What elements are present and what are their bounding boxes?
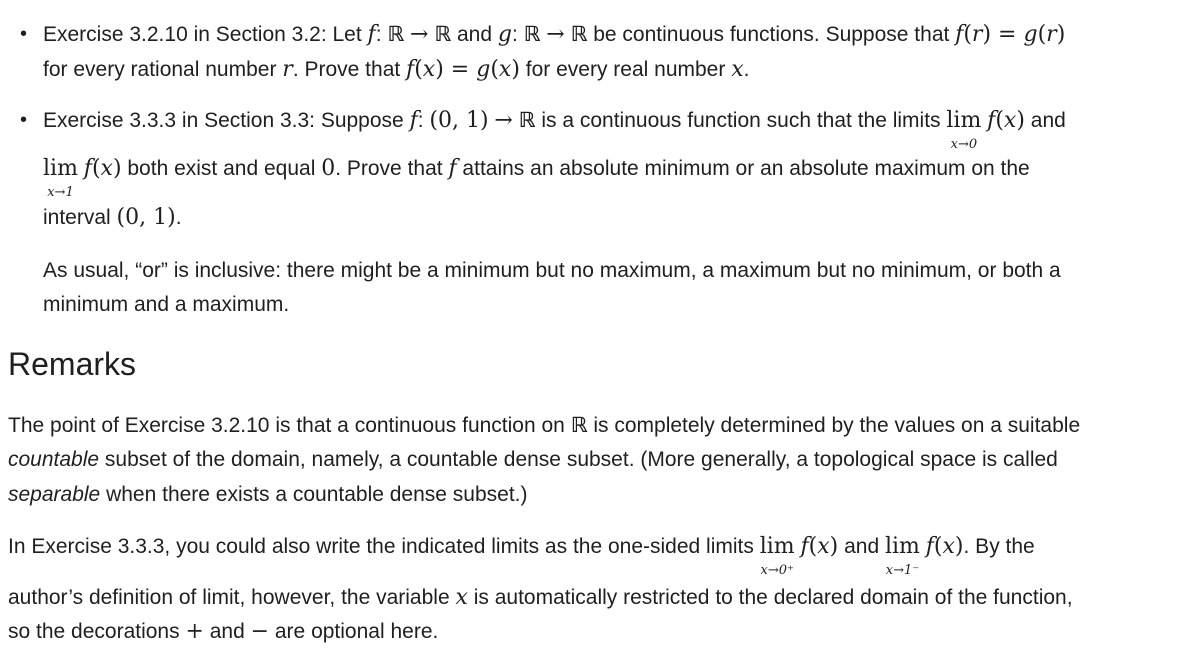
bullet-marker: • (20, 23, 28, 45)
limit-x-to-1: lim x→1 (43, 156, 78, 200)
bullet-marker: • (20, 109, 28, 131)
limit-x-to-0: lim x→0 (946, 108, 982, 152)
remarks-p1-line-2: countable subset of the domain, namely, a countable dense subset. (More generally, a topological space is called (8, 448, 1058, 471)
exercise-1-line-1: Exercise 3.2.10 in Section 3.2: Let f: ℝ → ℝ and g: ℝ → ℝ be continuous functions. Suppose that f(r) = g(r) (43, 22, 1066, 47)
term-separable: separable (8, 483, 101, 506)
limit-x-to-1-minus: lim x→1⁻ (884, 534, 920, 578)
term-countable: countable (8, 448, 100, 471)
exercise-2-line-1: Exercise 3.3.3 in Section 3.3: Suppose f: (0, 1) → ℝ is a continuous function such that the limits lim x→0 f(x) and (43, 108, 1066, 152)
remarks-heading: Remarks (8, 346, 137, 382)
exercise-2-note-line-1: As usual, “or” is inclusive: there might be a minimum but no maximum, a maximum but no minimum, or both a (43, 259, 1061, 282)
exercise-1-line-2: for every rational number r. Prove that f(x) = g(x) for every real number x. (43, 57, 750, 82)
remarks-p2-line-3: so the decorations + and − are optional here. (8, 619, 439, 644)
remarks-p2-line-2: author’s definition of limit, however, the variable x is automatically restricted to the declared domain of the function, (8, 585, 1073, 610)
remarks-p2-line-1: In Exercise 3.3.3, you could also write the indicated limits as the one-sided limits lim x→0⁺ f(x) and lim x→1⁻ f(x). By the (8, 534, 1035, 578)
exercise-2-note-line-2: minimum and a maximum. (43, 293, 290, 316)
limit-x-to-0-plus: lim x→0⁺ (759, 534, 795, 578)
remarks-p1-line-3: separable when there exists a countable dense subset.) (8, 483, 528, 506)
remarks-p1-line-1: The point of Exercise 3.2.10 is that a continuous function on ℝ is completely determined by the values on a suitable (8, 413, 1081, 437)
exercise-2-line-2: lim x→1 f(x) both exist and equal 0. Prove that f attains an absolute minimum or an absolute maximum on the (43, 156, 1030, 200)
exercise-2-line-3: interval (0, 1). (43, 205, 182, 230)
